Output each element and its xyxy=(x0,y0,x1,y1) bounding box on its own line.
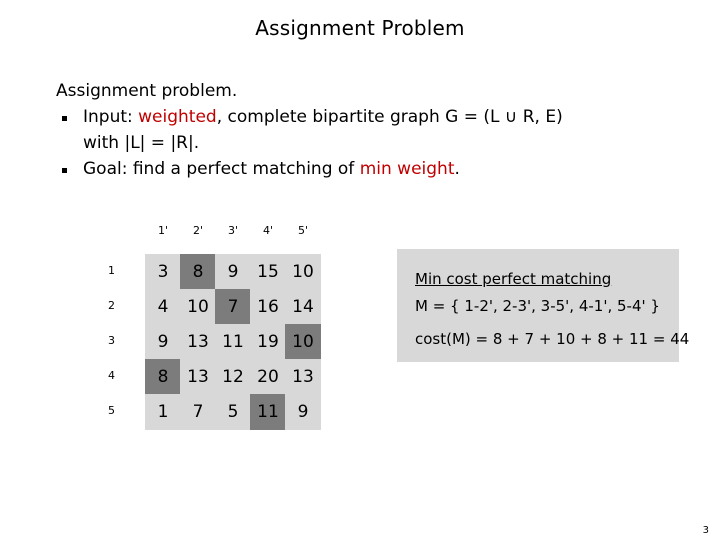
weighted-highlight: weighted xyxy=(138,107,217,127)
goal-bullet xyxy=(56,156,563,182)
column-header: 1' xyxy=(157,224,169,237)
matrix-cell: 13 xyxy=(285,359,321,395)
matrix-cell: 20 xyxy=(250,359,286,395)
callout-matching: M = { 1-2', 2-3', 3-5', 4-1', 5-4' } xyxy=(415,297,660,315)
page-number: 3 xyxy=(702,525,709,536)
input-text-line2: with |L| = |R|. xyxy=(83,133,200,153)
matrix-cell-selected: 8 xyxy=(180,254,216,290)
matrix-cell: 7 xyxy=(180,394,216,430)
matrix-cell-selected: 7 xyxy=(215,289,251,325)
row-header: 4 xyxy=(108,369,115,382)
matrix-cell: 11 xyxy=(215,324,251,360)
row-header: 1 xyxy=(108,264,115,277)
matching-callout xyxy=(397,249,690,362)
matrix-cell: 13 xyxy=(180,324,216,360)
matrix-cell: 4 xyxy=(145,289,181,325)
min-weight-highlight: min weight xyxy=(359,159,455,179)
matrix-cell: 19 xyxy=(250,324,286,360)
callout-title: Min cost perfect matching xyxy=(415,270,612,288)
matrix-cell: 10 xyxy=(285,254,321,290)
matrix-cell: 13 xyxy=(180,359,216,395)
row-header: 5 xyxy=(108,404,115,417)
goal-text-post: . xyxy=(454,159,460,179)
matrix-cell: 12 xyxy=(215,359,251,395)
matrix-cell: 9 xyxy=(285,394,321,430)
row-header: 2 xyxy=(108,299,115,312)
matrix-cell: 14 xyxy=(285,289,321,325)
callout-cost: cost(M) = 8 + 7 + 10 + 8 + 11 = 44 xyxy=(415,330,690,348)
column-header: 5' xyxy=(297,224,309,237)
slide-body xyxy=(56,78,563,182)
matrix-cell: 10 xyxy=(180,289,216,325)
matrix-cell-selected: 10 xyxy=(285,324,321,360)
column-header: 2' xyxy=(192,224,204,237)
input-bullet xyxy=(56,104,563,156)
column-header: 4' xyxy=(262,224,274,237)
matrix-cell: 5 xyxy=(215,394,251,430)
column-header: 3' xyxy=(227,224,239,237)
matrix-cell: 9 xyxy=(145,324,181,360)
matrix-cell: 1 xyxy=(145,394,181,430)
matrix-cell-selected: 11 xyxy=(250,394,286,430)
slide-title: Assignment Problem xyxy=(255,16,465,40)
input-text-pre: Input: xyxy=(83,107,139,127)
matrix-cell-selected: 8 xyxy=(145,359,181,395)
section-heading: Assignment problem. xyxy=(56,81,238,101)
matrix-cell: 9 xyxy=(215,254,251,290)
input-text-post: , complete bipartite graph G = (L ∪ R, E) xyxy=(216,107,563,127)
goal-text-pre: Goal: find a perfect matching of xyxy=(83,159,360,179)
matrix-cell: 16 xyxy=(250,289,286,325)
matrix-cell: 3 xyxy=(145,254,181,290)
row-header: 3 xyxy=(108,334,115,347)
matrix-cell: 15 xyxy=(250,254,286,290)
